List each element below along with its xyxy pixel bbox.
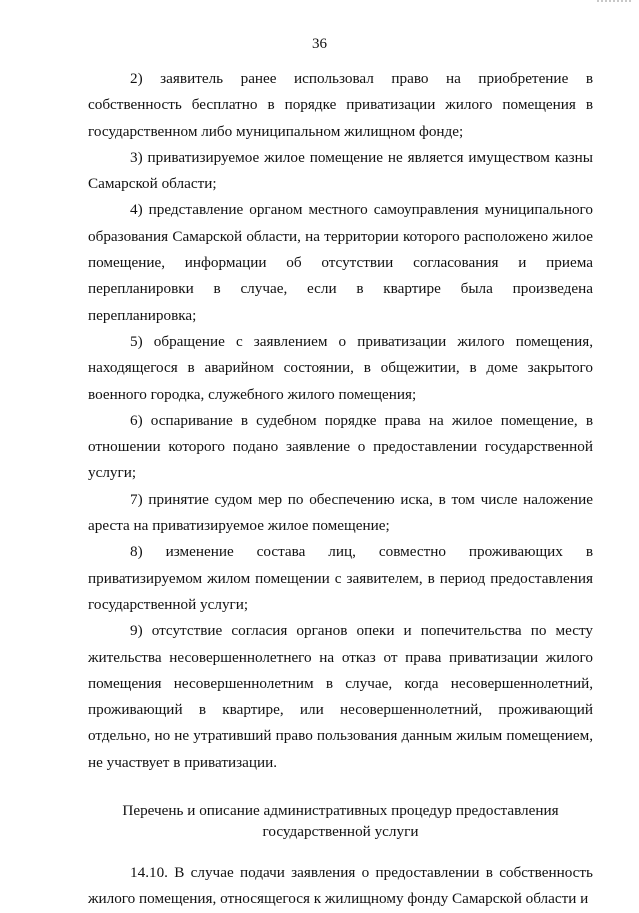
section-heading-line-1: Перечень и описание административных процедур предоставления <box>122 802 559 820</box>
paragraph-item-3: 3) приватизируемое жилое помещение не является имуществом казны Самарской области; <box>88 148 593 193</box>
scan-artifact <box>597 0 631 5</box>
paragraph-14-10: 14.10. В случае подачи заявления о предоставлении в собственность жилого помещения, относящегося к жилищному фонду Самарской области и <box>88 864 593 908</box>
section-heading <box>88 800 593 842</box>
paragraph-item-9: 9) отсутствие согласия органов опеки и попечительства по месту жительства несовершеннолетнего на отказ от права приватизации жилого помещения несовершеннолетним в случае, когда несовершеннолетний, проживающий в квартире, или несовершеннолетний, проживающий отдельно, но не утративший право пользования данным жилым помещением, не участвует в приватизации. <box>88 622 593 771</box>
paragraph-item-8: 8) изменение состава лиц, совместно проживающих в приватизируемом жилом помещении с заявителем, в период предоставления государственной услуги; <box>88 543 593 613</box>
paragraph-item-2: 2) заявитель ранее использовал право на приобретение в собственность бесплатно в порядке приватизации жилого помещения в государственном либо муниципальном жилищном фонде; <box>88 70 593 140</box>
document-body <box>88 66 593 913</box>
paragraph-item-6: 6) оспаривание в судебном порядке права на жилое помещение, в отношении которого подано заявление о предоставлении государственной услуги; <box>88 411 593 482</box>
section-heading-line-2: государственной услуги <box>262 823 419 841</box>
paragraph-item-4: 4) представление органом местного самоуправления муниципального образования Самарской области, на территории которого расположено жилое помещение, информации об отсутствии согласования и приема перепланировки в случае, если в квартире была произведена перепланировка; <box>88 201 593 324</box>
page-number: 36 <box>312 36 327 52</box>
paragraph-item-7: 7) принятие судом мер по обеспечению иска, в том числе наложение ареста на приватизируемое жилое помещение; <box>88 490 593 535</box>
paragraph-item-5: 5) обращение с заявлением о приватизации жилого помещения, находящегося в аварийном состоянии, в общежитии, в доме закрытого военного городка, служебного жилого помещения; <box>88 332 593 403</box>
